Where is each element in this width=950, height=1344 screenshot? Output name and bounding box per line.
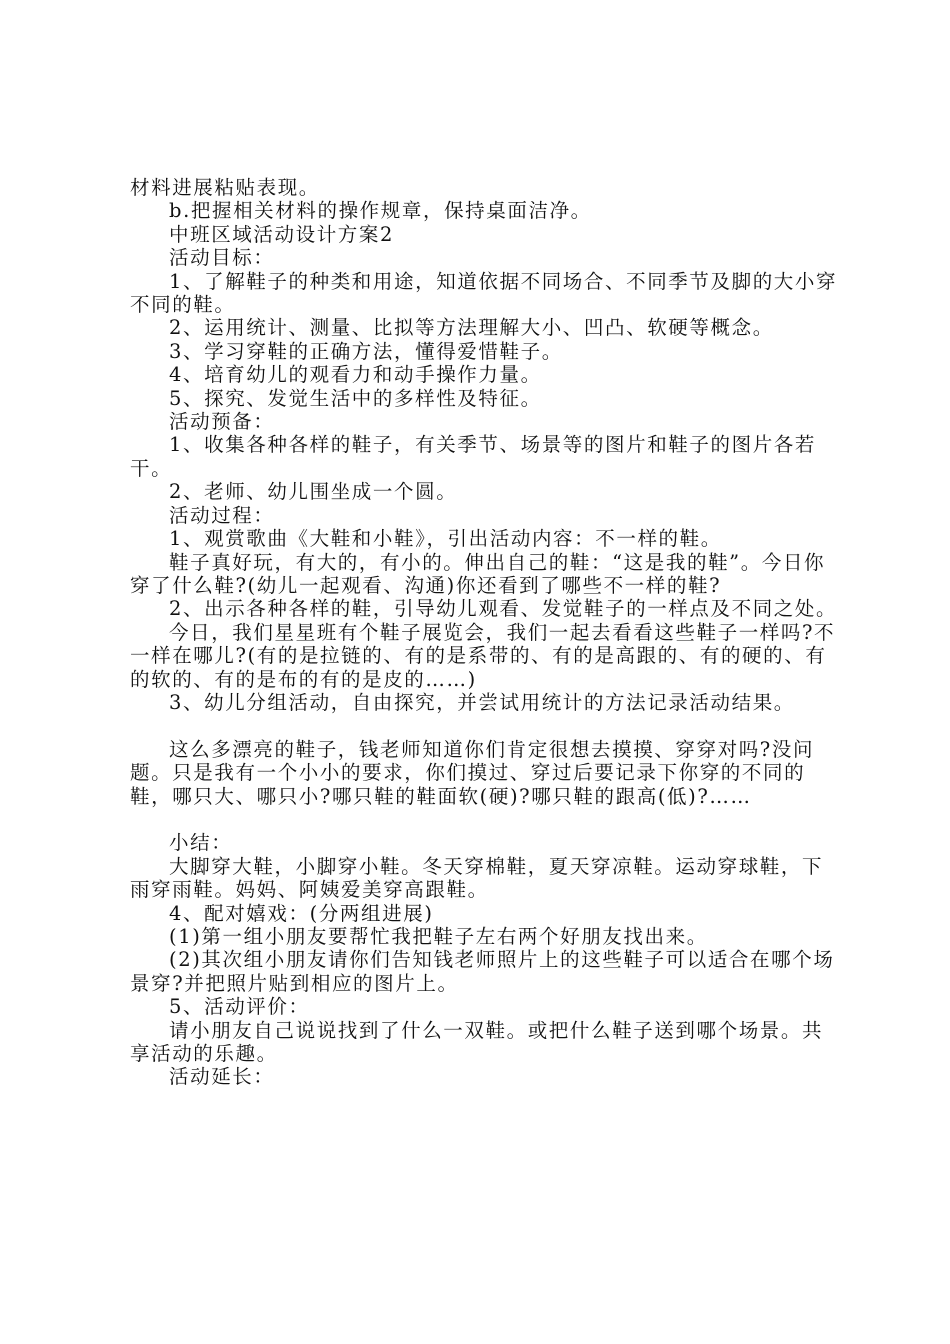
heading-goals: 活动目标：	[169, 246, 275, 270]
paragraph: 大脚穿大鞋，小脚穿小鞋。冬天穿棉鞋，夏天穿凉鞋。运动穿球鞋，下雨穿雨鞋。妈妈、阿姨爱美穿高跟鞋。	[130, 854, 824, 902]
document-body	[130, 176, 838, 1089]
paragraph: 4、配对嬉戏：(分两组进展)	[169, 901, 434, 925]
paragraph: b.把握相关材料的操作规章，保持桌面洁净。	[169, 199, 592, 223]
paragraph: 鞋子真好玩，有大的，有小的。伸出自己的鞋：“这是我的鞋”。今日你穿了什么鞋?(幼儿一起观看、沟通)你还看到了哪些不一样的鞋?	[130, 550, 826, 597]
heading-preparation: 活动预备：	[169, 410, 275, 434]
paragraph: 1、观赏歌曲《大鞋和小鞋》，引出活动内容：不一样的鞋。	[169, 527, 722, 551]
paragraph: 3、学习穿鞋的正确方法，懂得爱惜鞋子。	[169, 339, 563, 363]
heading-process: 活动过程：	[169, 503, 275, 527]
paragraph: 1、收集各种各样的鞋子，有关季节、场景等的图片和鞋子的图片各若干。	[130, 433, 817, 480]
paragraph: 今日，我们星星班有个鞋子展览会，我们一起去看看这些鞋子一样吗?不一样在哪儿?(有的是拉链的、有的是系带的、有的是高跟的、有的硬的、有的软的、有的是布的有的是皮的……)	[130, 620, 836, 691]
paragraph: 这么多漂亮的鞋子，钱老师知道你们肯定很想去摸摸、穿穿对吗?没问题。只是我有一个小小的要求，你们摸过、穿过后要记录下你穿的不同的鞋，哪只大、哪只小?哪只鞋的鞋面软(硬)?哪只鞋的跟高(低)?……	[130, 737, 815, 808]
paragraph: 2、老师、幼儿围坐成一个圆。	[169, 480, 458, 504]
paragraph: 2、运用统计、测量、比拟等方法理解大小、凹凸、软硬等概念。	[169, 316, 774, 340]
paragraph: 请小朋友自己说说找到了什么一双鞋。或把什么鞋子送到哪个场景。共享活动的乐趣。	[130, 1018, 824, 1065]
paragraph: 4、培育幼儿的观看力和动手操作力量。	[169, 363, 542, 387]
heading-evaluation: 5、活动评价：	[169, 995, 310, 1019]
heading-extension: 活动延长：	[169, 1065, 275, 1089]
paragraph: (1)第一组小朋友要帮忙我把鞋子左右两个好朋友找出来。	[169, 924, 708, 948]
heading-summary: 小结：	[169, 831, 233, 855]
paragraph: (2)其次组小朋友请你们告知钱老师照片上的这些鞋子可以适合在哪个场景穿?并把照片贴到相应的图片上。	[130, 948, 835, 995]
paragraph: 3、幼儿分组活动，自由探究，并尝试用统计的方法记录活动结果。	[169, 690, 795, 714]
paragraph: 5、探究、发觉生活中的多样性及特征。	[169, 386, 542, 410]
paragraph: 1、了解鞋子的种类和用途，知道依据不同场合、不同季节及脚的大小穿不同的鞋。	[130, 269, 838, 317]
paragraph: 2、出示各种各样的鞋，引导幼儿观看、发觉鞋子的一样点及不同之处。	[169, 597, 838, 621]
paragraph: 材料进展粘贴表现。	[130, 176, 320, 199]
section-title: 中班区域活动设计方案2	[169, 222, 395, 246]
